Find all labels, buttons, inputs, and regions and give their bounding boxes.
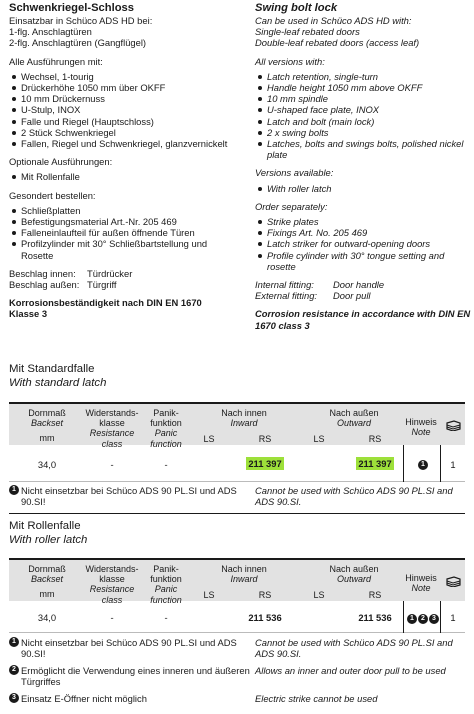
fitting-inside-de: [9, 268, 229, 279]
note-item: [9, 665, 465, 687]
note-number: 3: [429, 614, 439, 624]
list-item: Mit Rollenfalle: [11, 171, 229, 182]
table-row: [9, 445, 465, 482]
intro-line: 1-flg. Anschlagtüren: [9, 26, 92, 38]
col-note: [401, 573, 441, 593]
header-de: Hinweis: [405, 417, 437, 427]
optional-list-de: [11, 171, 229, 182]
col-outward-ls: LS: [313, 590, 325, 600]
list-item: Falleneinlaufteil für außen öffnende Türen: [11, 227, 229, 238]
note-number: 1: [9, 637, 19, 647]
col-panic: [144, 564, 188, 605]
note-number: 1: [418, 460, 428, 470]
col-inward-rs: RS: [258, 434, 272, 444]
header-de: Dornmaß: [28, 408, 66, 418]
intro-line: Can be used in Schüco ADS HD with:: [255, 15, 412, 26]
cell-backset: 34,0: [37, 459, 57, 470]
list-item: With roller latch: [257, 183, 474, 194]
list-item: U-Stulp, INOX: [11, 104, 229, 115]
note-item: [9, 693, 465, 704]
header-en: Note: [411, 427, 431, 438]
cell-resistance: -: [110, 612, 114, 623]
cell-resistance: -: [110, 459, 114, 470]
header-en: Inward: [230, 574, 258, 585]
order-list-de: [11, 205, 229, 261]
note-item: [9, 485, 465, 507]
list-item: U-shaped face plate, INOX: [257, 104, 474, 115]
table-standard-latch: [9, 402, 465, 482]
header-en: Resistance class: [89, 584, 135, 605]
col-inward-ls: LS: [203, 590, 215, 600]
list-item: Wechsel, 1-tourig: [11, 71, 229, 82]
note-text-en: Allows an inner and outer door pull to be used: [255, 665, 446, 676]
cell-qty: 1: [450, 459, 456, 470]
header-en: Backset: [30, 418, 63, 429]
fitting-outside-de: [9, 279, 229, 290]
book-icon: [446, 576, 461, 587]
note-text-en: Electric strike cannot be used: [255, 693, 378, 704]
fitting-outside-en: [255, 290, 474, 301]
list-item: Profilzylinder mit 30° Schließbartstellung und Rosette: [11, 238, 229, 260]
list-item: Latch and bolt (main lock): [257, 116, 474, 127]
list-item: 10 mm spindle: [257, 93, 474, 104]
header-de: Widerstands-klasse: [85, 408, 139, 429]
intro-line: 2-flg. Anschlagtüren (Gangflügel): [9, 37, 147, 49]
intro-en: [255, 15, 474, 49]
table-roller-latch: [9, 558, 465, 633]
order-list-en: [257, 216, 474, 272]
list-item: Drückerhöhe 1050 mm über OKFF: [11, 82, 229, 93]
optional-label-en: Versions available:: [255, 167, 334, 179]
header-de: Panik-funktion: [150, 564, 182, 585]
header-en: Panic function: [150, 428, 182, 449]
note-text-en: Cannot be used with Schüco ADS 90 PL.SI and ADS 90.SI.: [255, 637, 453, 659]
col-backset: [23, 408, 71, 444]
note-number: 2: [9, 665, 19, 675]
notes-section2: [9, 637, 465, 710]
col-outward: [299, 408, 409, 428]
header-de: Widerstands-klasse: [85, 564, 139, 585]
note-number: 1: [9, 485, 19, 495]
german-column: [9, 0, 229, 320]
note-text-de: Einsatz E-Öffner nicht möglich: [21, 693, 147, 704]
col-inward-ls: LS: [203, 434, 215, 444]
intro-de: [9, 15, 229, 49]
table-row: [9, 601, 465, 633]
list-item: 2 Stück Schwenkriegel: [11, 127, 229, 138]
book-icon: [446, 420, 461, 431]
col-resistance: [81, 564, 143, 605]
note-text-de: Nicht einsetzbar bei Schüco ADS 90 PL.SI und ADS 90.SI!: [21, 485, 237, 507]
note-number: 3: [9, 693, 19, 703]
cell-qty: 1: [450, 612, 456, 623]
col-resistance: [81, 408, 143, 449]
corrosion-en: Corrosion resistance in accordance with DIN EN 1670 class 3: [255, 308, 471, 331]
header-unit: mm: [39, 589, 55, 600]
fitting-inside-en: [255, 279, 474, 290]
section2-title: [9, 519, 87, 547]
list-item: Latch retention, single-turn: [257, 71, 474, 82]
note-item: [9, 637, 465, 659]
list-item: Strike plates: [257, 216, 474, 227]
fitting-label: Beschlag außen:: [9, 279, 80, 291]
cell-notes: [405, 611, 441, 624]
cell-panic: -: [164, 612, 168, 623]
section-title-de: Mit Rollenfalle: [9, 520, 81, 532]
list-item: 2 x swing bolts: [257, 127, 474, 138]
corrosion-de: Korrosionsbeständigkeit nach DIN EN 1670 Klasse 3: [9, 297, 202, 320]
col-outward: [299, 564, 409, 584]
header-en: Backset: [30, 574, 63, 585]
section-title-en: With roller latch: [9, 534, 88, 546]
col-note: [401, 417, 441, 437]
list-item: Latches, bolts and swings bolts, polished nickel plate: [257, 138, 474, 160]
col-outward-ls: LS: [313, 434, 325, 444]
title-en: Swing bolt lock: [255, 2, 338, 14]
header-en: Inward: [230, 418, 258, 429]
list-item: Befestigungsmaterial Art.-Nr. 205 469: [11, 216, 229, 227]
order-label-de: Gesondert bestellen:: [9, 189, 96, 201]
notes-section1: [9, 485, 465, 513]
note-text-en: Cannot be used with Schüco ADS 90 PL.SI and ADS 90.SI.: [255, 485, 453, 507]
features-list-de: [11, 71, 229, 149]
article-number-inward-rs[interactable]: 211 397: [248, 458, 282, 469]
list-item: Profile cylinder with 30° tongue setting and rosette: [257, 250, 474, 272]
list-item: Schließplatten: [11, 205, 229, 216]
optional-label-de: Optionale Ausführungen:: [9, 156, 113, 168]
all-versions-label-en: All versions with:: [255, 55, 325, 67]
list-item: Fixings Art. No. 205 469: [257, 227, 474, 238]
fitting-value: Door pull: [333, 290, 371, 302]
list-item: Fallen, Riegel und Schwenkriegel, glanzvernickelt: [11, 138, 229, 149]
col-inward: [189, 564, 299, 584]
fitting-value: Türdrücker: [87, 267, 133, 279]
intro-line: Einsatzbar in Schüco ADS HD bei:: [9, 15, 153, 26]
cell-panic: -: [164, 459, 168, 470]
title-de: Schwenkriegel-Schloss: [9, 2, 134, 14]
divider: [9, 513, 465, 514]
header-de: Nach innen: [221, 408, 267, 418]
note-number: 1: [407, 614, 417, 624]
col-inward: [189, 408, 299, 428]
list-item: Falle und Riegel (Hauptschloss): [11, 116, 229, 127]
col-backset: [23, 564, 71, 600]
cell-notes: [411, 457, 435, 470]
note-text-de: Nicht einsetzbar bei Schüco ADS 90 PL.SI und ADS 90.SI!: [21, 637, 237, 659]
header-en: Note: [411, 583, 431, 594]
header-unit: mm: [39, 433, 55, 444]
header-de: Nach außen: [329, 564, 379, 574]
optional-list-en: [257, 183, 474, 194]
header-de: Nach innen: [221, 564, 267, 574]
fitting-label: Beschlag innen:: [9, 267, 76, 279]
section-title-en: With standard latch: [9, 377, 107, 389]
col-inward-rs: RS: [258, 590, 272, 600]
order-label-en: Order separately:: [255, 200, 328, 212]
fitting-label: Internal fitting:: [255, 279, 314, 291]
header-de: Dornmaß: [28, 564, 66, 574]
article-number-inward-rs[interactable]: 211 536: [248, 612, 282, 623]
intro-line: Single-leaf rebated doors: [255, 26, 360, 38]
header-de: Panik-funktion: [150, 408, 182, 429]
header-en: Outward: [336, 574, 371, 585]
fitting-value: Türgriff: [87, 279, 117, 291]
fitting-value: Door handle: [333, 279, 385, 291]
article-number-outward-rs[interactable]: 211 397: [358, 458, 392, 469]
list-item: Handle height 1050 mm above OKFF: [257, 82, 474, 93]
header-de: Nach außen: [329, 408, 379, 418]
english-column: [255, 0, 474, 331]
note-text-de: Ermöglicht die Verwendung eines inneren und äußeren Türgriffes: [21, 665, 250, 687]
header-en: Outward: [336, 418, 371, 429]
all-versions-label-de: Alle Ausführungen mit:: [9, 55, 103, 67]
header-en: Resistance class: [89, 428, 135, 449]
list-item: 10 mm Drückernuss: [11, 93, 229, 104]
col-panic: [144, 408, 188, 449]
features-list-en: [257, 71, 474, 161]
article-number-outward-rs[interactable]: 211 536: [358, 612, 392, 623]
section-title-de: Mit Standardfalle: [9, 363, 95, 375]
intro-line: Double-leaf rebated doors (access leaf): [255, 37, 420, 49]
cell-backset: 34,0: [37, 612, 57, 623]
header-en: Panic function: [150, 584, 182, 605]
fitting-label: External fitting:: [255, 290, 318, 302]
note-number: 2: [418, 614, 428, 624]
table-header: [9, 558, 465, 605]
list-item: Latch striker for outward-opening doors: [257, 238, 474, 249]
header-de: Hinweis: [405, 573, 437, 583]
section1-title: [9, 362, 106, 390]
col-outward-rs: RS: [368, 434, 382, 444]
col-outward-rs: RS: [368, 590, 382, 600]
table-header: [9, 402, 465, 449]
